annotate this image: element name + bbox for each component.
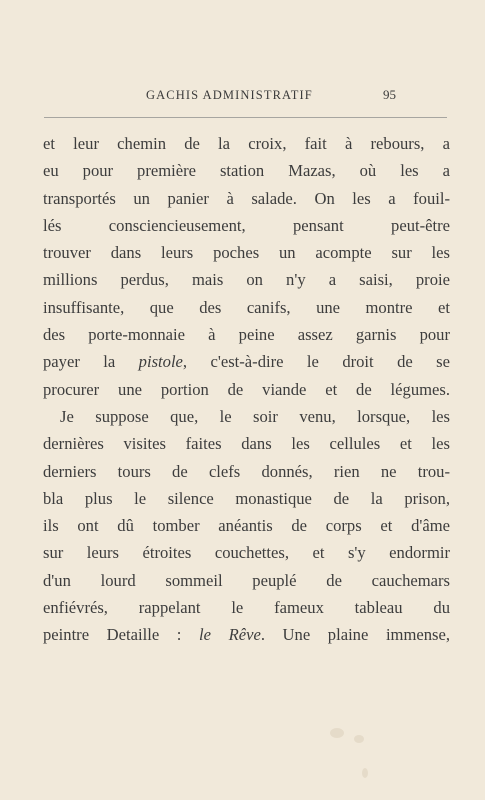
page-number: 95	[383, 87, 396, 102]
text-line: enfiévrés, rappelant le fameux tableau du	[43, 598, 450, 618]
text-line: trouver dans leurs poches un acompte sur les	[43, 243, 450, 263]
paper-stain	[330, 728, 344, 738]
text-line: des porte-monnaie à peine assez garnis pour	[43, 325, 450, 345]
text-line: derniers tours de clefs donnés, rien ne trou-	[43, 461, 450, 481]
line-segment: peintre Detaille :	[43, 625, 199, 645]
running-title: GACHIS ADMINISTRATIF	[146, 88, 313, 102]
text-line: lés consciencieusement, pensant peut-être	[43, 215, 450, 235]
line-segment: , c'est-à-dire le droit de se	[182, 352, 450, 372]
text-line: insuffisante, que des canifs, une montre et	[43, 297, 450, 317]
text-line	[43, 621, 450, 648]
text-line: eu pour première station Mazas, où les a	[43, 161, 450, 181]
italic-word-pistole: pistole	[138, 352, 183, 372]
text-line: ils ont dû tomber anéantis de corps et d'âme	[43, 516, 450, 536]
line-segment: payer la	[43, 352, 139, 372]
header-rule	[44, 117, 447, 118]
running-head	[0, 88, 485, 108]
text-line: et leur chemin de la croix, fait à rebours, a	[43, 134, 450, 153]
text-line: d'un lourd sommeil peuplé de cauchemars	[43, 570, 450, 590]
text-line	[43, 348, 450, 375]
italic-title-le-reve: le Rêve	[199, 625, 261, 645]
text-line: millions perdus, mais on n'y a saisi, proie	[43, 270, 450, 290]
paper-stain	[362, 768, 368, 778]
text-line: dernières visites faites dans les cellules et les	[43, 434, 450, 454]
text-line: bla plus le silence monastique de la prison,	[43, 488, 450, 508]
text-line: transportés un panier à salade. On les a fouil-	[43, 188, 450, 208]
line-segment: . Une plaine immense,	[260, 625, 450, 645]
text-line: sur leurs étroites couchettes, et s'y endormir	[43, 543, 450, 563]
paper-stain	[354, 735, 364, 743]
body-text	[43, 130, 450, 649]
paragraph-start-line: Je suppose que, le soir venu, lorsque, les	[60, 406, 450, 426]
text-line: procurer une portion de viande et de légumes.	[43, 379, 450, 399]
